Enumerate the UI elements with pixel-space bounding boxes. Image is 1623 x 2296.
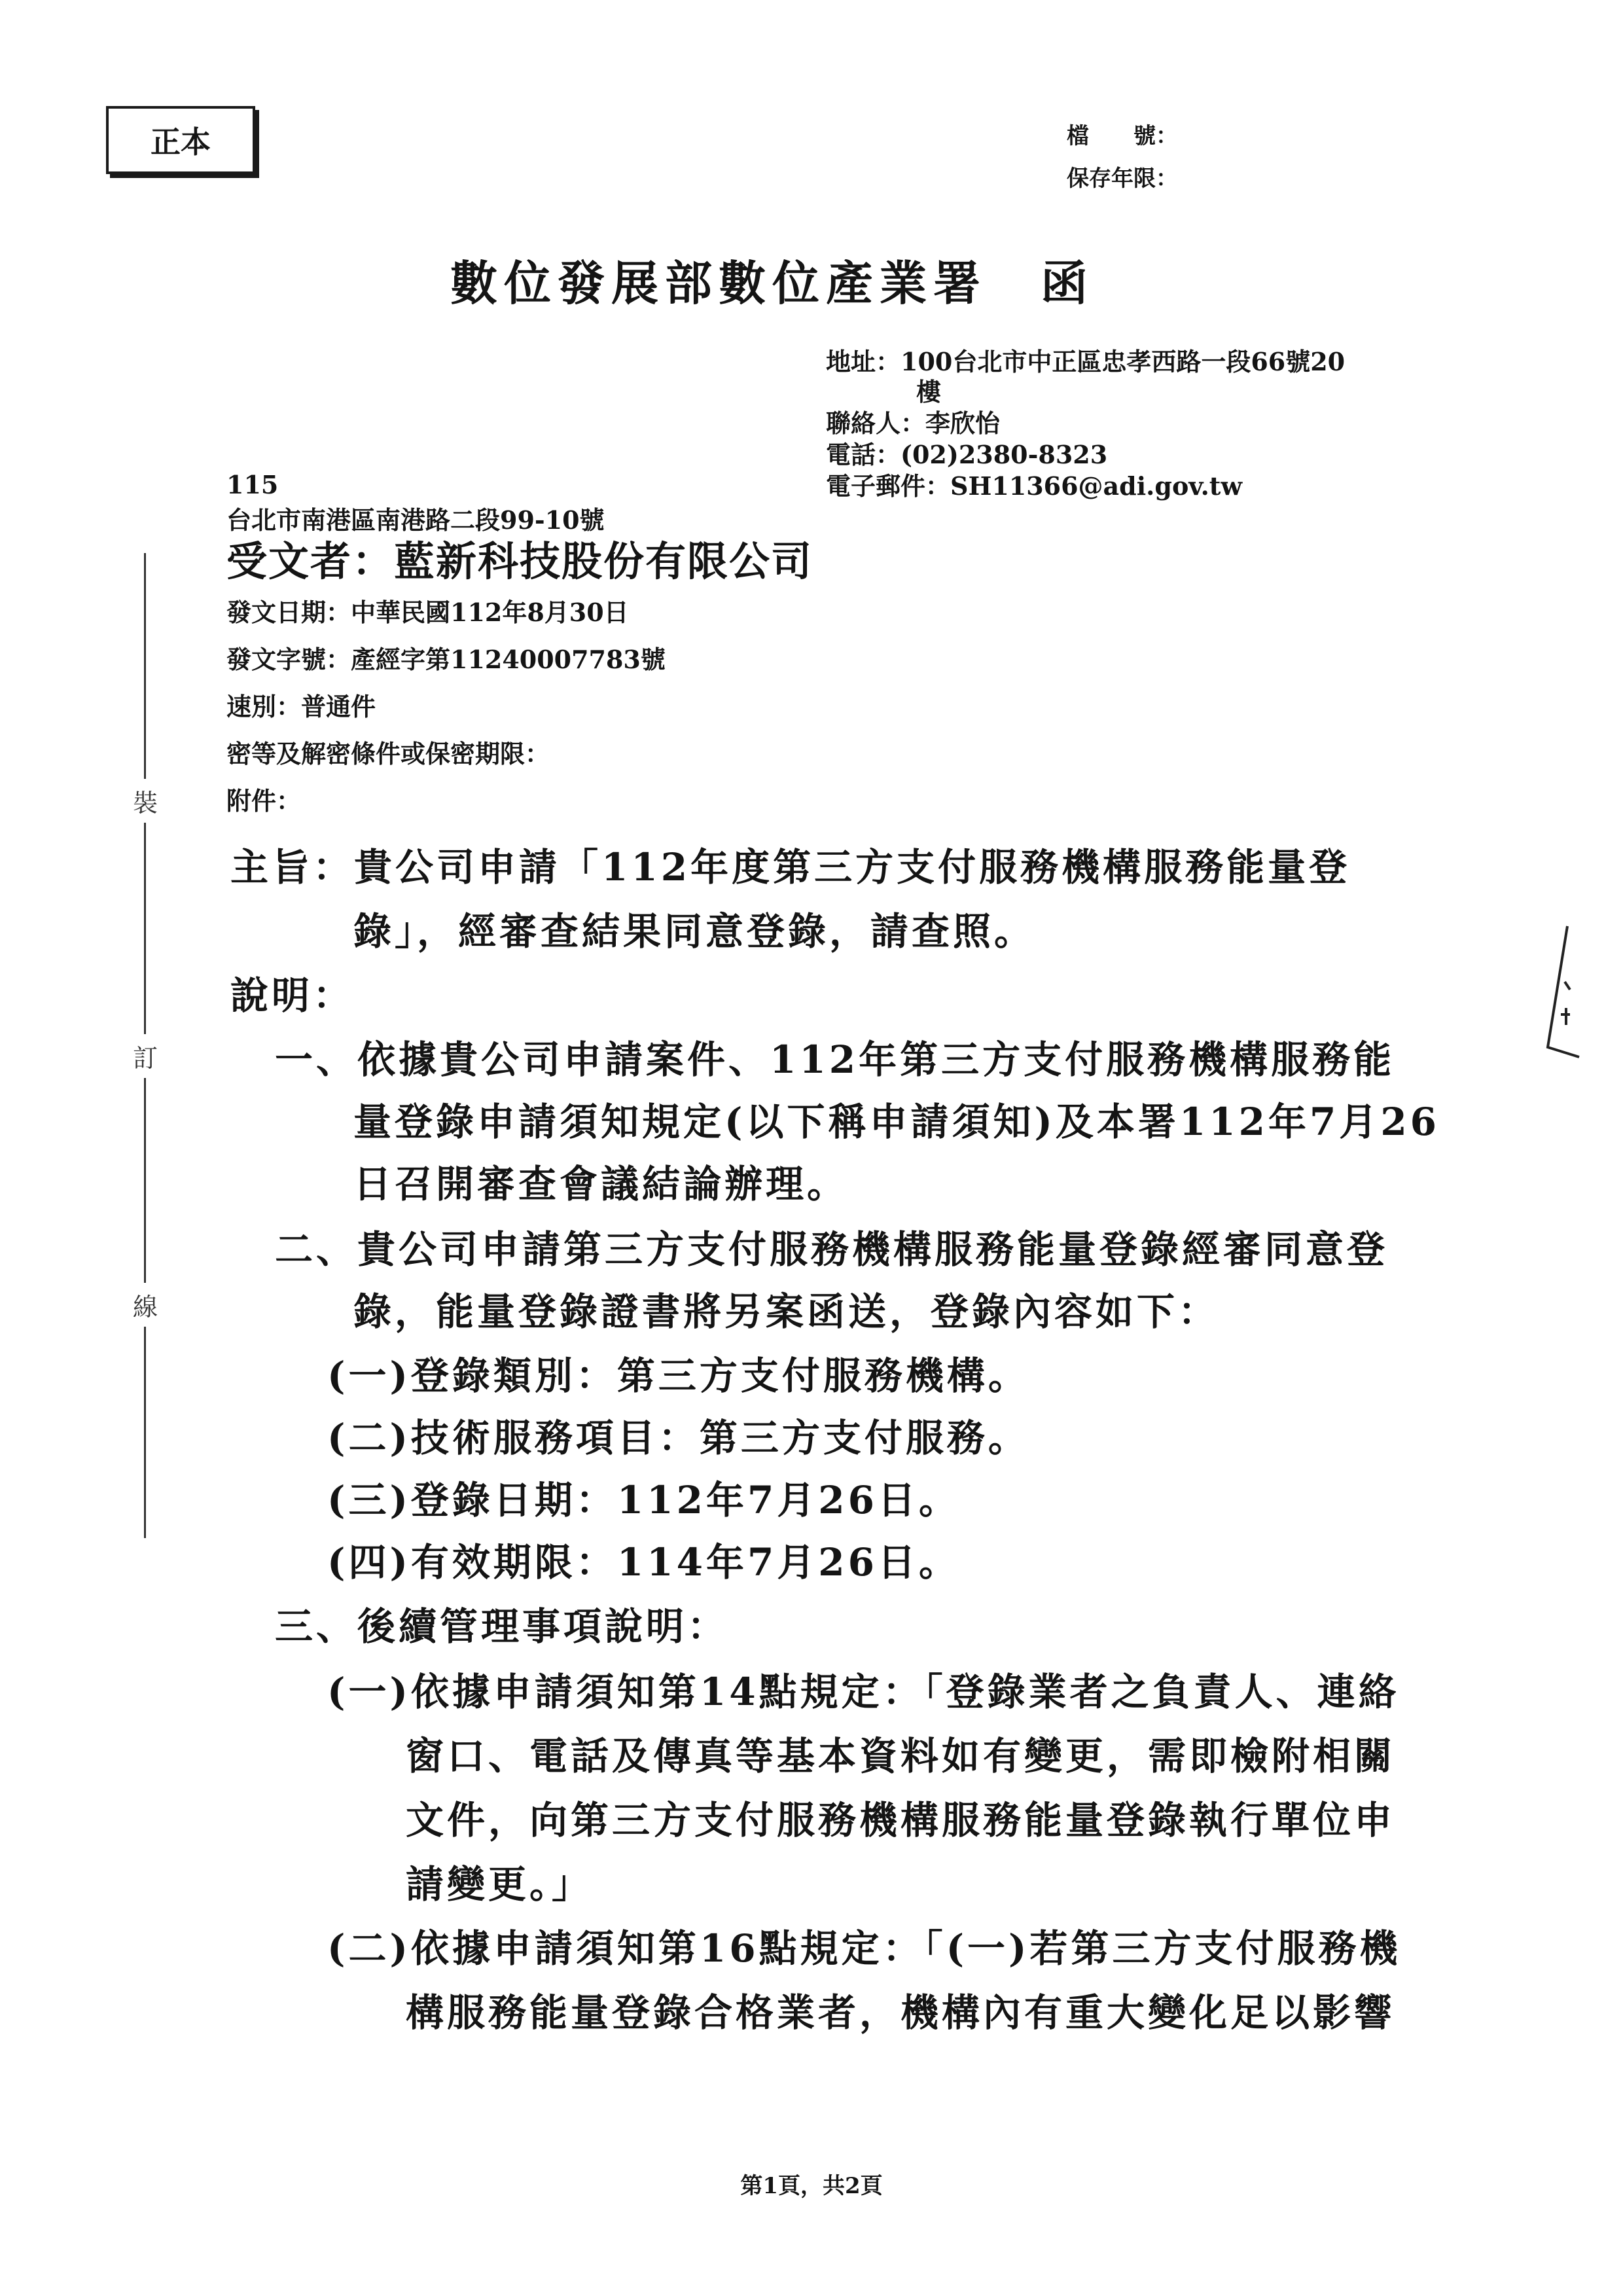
item-3-heading: 三、後續管理事項說明： xyxy=(275,1604,729,1649)
sender-address-cont: 樓 xyxy=(916,377,942,406)
recipient-address: 台北市南港區南港路二段99-10號 xyxy=(226,505,605,535)
recipient-postal-code: 115 xyxy=(226,470,279,499)
subject-line-1: 主旨：貴公司申請「112年度第三方支付服務機構服務能量登 xyxy=(230,845,1351,889)
item-2-sub-1: (一)登錄類別：第三方支付服務機構。 xyxy=(327,1354,1029,1398)
contact-email: 電子郵件：SH11366@adi.gov.tw xyxy=(826,471,1243,501)
original-copy-stamp xyxy=(106,106,255,174)
item-2-line-1: 二、貴公司申請第三方支付服務機構服務能量登錄經審同意登 xyxy=(275,1227,1389,1272)
document-number: 發文字號：產經字第11240007783號 xyxy=(226,645,666,674)
item-2-sub-2: (二)技術服務項目：第三方支付服務。 xyxy=(327,1416,1029,1460)
item-3-sub-1-line-4: 請變更。」 xyxy=(406,1862,594,1907)
binding-mark-bottom: 線 xyxy=(126,1283,165,1327)
item-2-sub-3: (三)登錄日期：112年7月26日。 xyxy=(327,1478,961,1522)
stamp-label: 正本 xyxy=(151,124,211,160)
binding-mark-middle: 訂 xyxy=(126,1034,165,1078)
issue-date: 發文日期：中華民國112年8月30日 xyxy=(226,598,629,627)
attachment: 附件： xyxy=(226,786,302,816)
item-3-sub-2-line-2: 構服務能量登錄合格業者，機構內有重大變化足以影響 xyxy=(406,1990,1396,2035)
item-3-sub-1-line-2: 窗口、電話及傳真等基本資料如有變更，需即檢附相關 xyxy=(406,1734,1396,1778)
item-2-sub-4: (四)有效期限：114年7月26日。 xyxy=(327,1540,961,1585)
page-indicator: 第1頁，共2頁 xyxy=(740,2173,883,2199)
delivery-speed: 速別：普通件 xyxy=(226,692,376,721)
contact-person: 聯絡人：李欣怡 xyxy=(826,408,1001,438)
item-2-line-2: 錄，能量登錄證書將另案函送，登錄內容如下： xyxy=(353,1289,1220,1334)
item-1-line-1: 一、依據貴公司申請案件、112年第三方支付服務機構服務能 xyxy=(275,1037,1395,1082)
item-3-sub-2-line-1: (二)依據申請須知第16點規定：「(一)若第三方支付服務機 xyxy=(327,1926,1401,1971)
confidentiality: 密等及解密條件或保密期限： xyxy=(226,739,550,768)
binding-mark-top: 裝 xyxy=(126,779,165,823)
explanation-heading: 說明： xyxy=(230,973,355,1018)
recipient-name: 受文者：藍新科技股份有限公司 xyxy=(226,537,813,585)
subject-line-2: 錄」，經審查結果同意登錄，請查照。 xyxy=(353,909,1036,954)
retention-period-label: 保存年限： xyxy=(1067,166,1178,192)
document-title: 數位發展部數位產業署 函 xyxy=(450,255,1094,311)
item-3-sub-1-line-3: 文件，向第三方支付服務機構服務能量登錄執行單位申 xyxy=(406,1798,1396,1842)
contact-phone: 電話：(02)2380-8323 xyxy=(826,440,1108,469)
sender-address: 地址：100台北市中正區忠孝西路一段66號20 xyxy=(826,347,1346,376)
edge-seal-fragment xyxy=(1541,923,1580,1060)
file-number-label: 檔 號： xyxy=(1067,123,1178,149)
item-1-line-3: 日召開審查會議結論辦理。 xyxy=(353,1162,849,1206)
item-1-line-2: 量登錄申請須知規定(以下稱申請須知)及本署112年7月26 xyxy=(353,1100,1440,1144)
item-3-sub-1-line-1: (一)依據申請須知第14點規定：「登錄業者之負責人、連絡 xyxy=(327,1670,1400,1714)
